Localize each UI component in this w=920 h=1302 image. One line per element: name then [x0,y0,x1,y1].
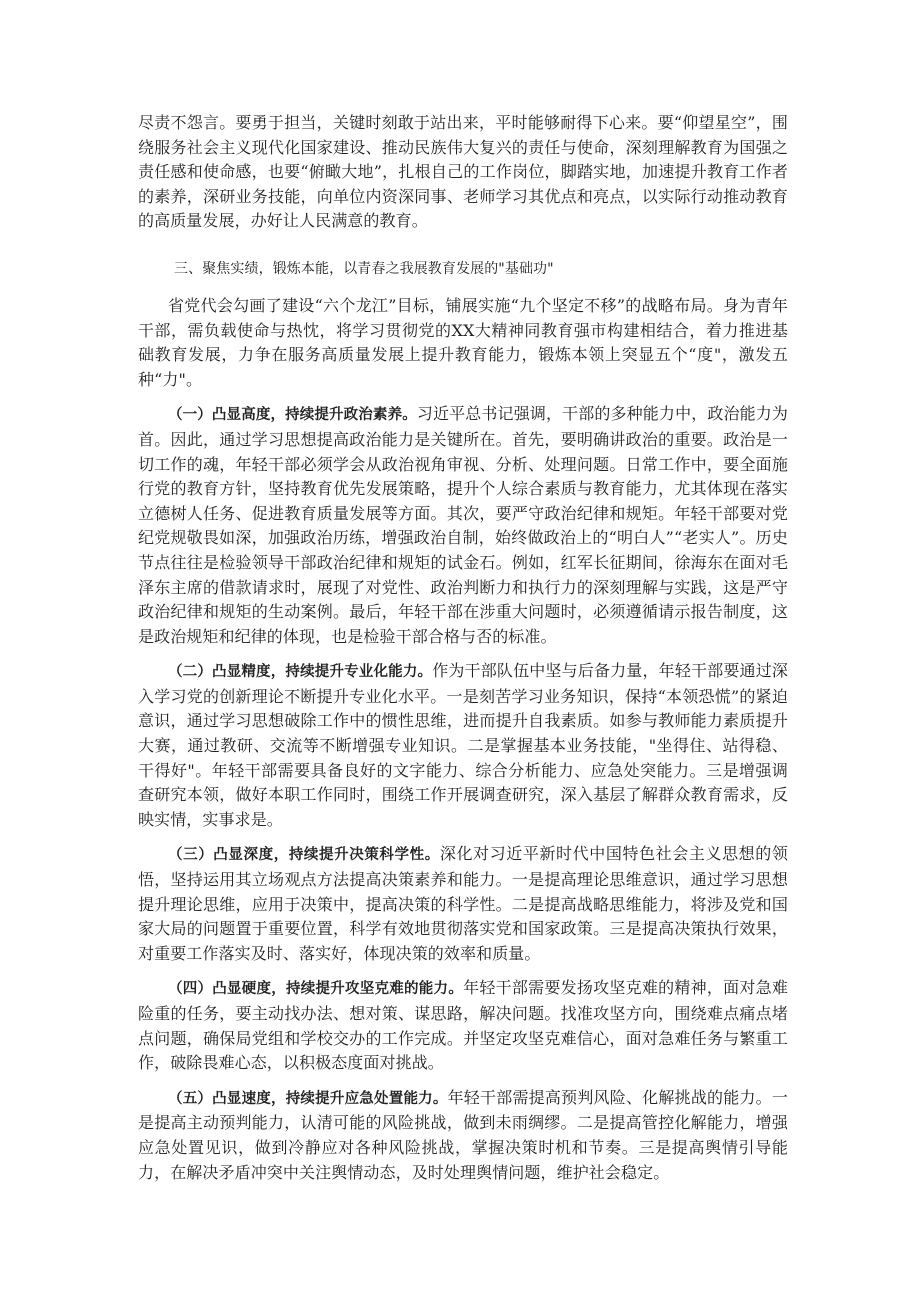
item-lead-5: （五）凸显速度，持续提升应急处置能力。 [168,1090,448,1107]
item-body-1: 习近平总书记强调，干部的多种能力中，政治能力为首。因此，通过学习思想提高政治能力是关键所在。首先，要明确讲政治的重要。政治是一切工作的魂，年轻干部必须学会从政治视角审视、分析、处理问题。日常工作中，要全面施行党的教育方针，坚持教育优先发展策略，提升个人综合素质与教育能力，尤其体现在落实立德树人任务、促进教育质量发展等方面。其次，要严守政治纪律和规矩。年轻干部要对党纪党规敬畏如深，加强政治历练，增强政治自制，始终做政治上的“明白人”“老实人”。历史节点往往是检验领导干部政治纪律和规矩的试金石。例如，红军长征期间，徐海东在面对毛泽东主席的借款请求时，展现了对党性、政治判断力和执行力的深刻理解与实践，这是严守政治纪律和规矩的生动案例。最后，年轻干部在涉重大问题时，必须遵循请示报告制度，这是政治规矩和纪律的体现，也是检验干部合格与否的标准。 [138,404,788,646]
item-body-4: 年轻干部需要发扬攻坚克难的精神，面对急难险重的任务，要主动找办法、想对策、谋思路，解决问题。找准攻坚方向，围绕难点痛点堵点问题，确保局党组和学校交办的工作完成。并坚定攻坚克难信心，面对急难任务与繁重工作，破除畏难心态，以积极态度面对挑战。 [138,978,788,1073]
item-body-3: 深化对习近平新时代中国特色社会主义思想的领悟，坚持运用其立场观点方法提高决策素养和能力。一是提高理论思维意识，通过学习思想提升理论思维，应用于决策中，提高决策的科学性。二是提高战略思维能力，将涉及党和国家大局的问题置于重要位置，科学有效地贯彻落实党和国家政策。三是提高决策执行效果，对重要工作落实及时、落实好，体现决策的效率和质量。 [138,844,788,963]
item-lead-1: （一）凸显高度，持续提升政治素养。 [168,407,417,424]
item-lead-3: （三）凸显深度，持续提升决策科学性。 [168,847,440,864]
item-paragraph-1 [138,402,788,649]
item-paragraph-4 [138,976,788,1075]
section-heading: 三、聚焦实绩，锻炼本能，以青春之我展教育发展的"基础功" [174,260,554,277]
section-intro-paragraph: 省党代会勾画了建设“六个龙江”目标，铺展实施“九个坚定不移”的战略布局。身为青年干部，需负载使命与热忱，将学习贯彻党的XX大精神同教育强市构建相结合，着力推进基础教育发展，力争在服务高质量发展上提升教育能力，锻炼本领上突显五个“度"，激发五种“力"。 [138,295,788,389]
item-lead-2: （二）凸显精度，持续提升专业化能力。 [168,664,433,681]
item-paragraph-3 [138,842,788,966]
document-body [138,111,788,1195]
item-lead-4: （四）凸显硬度，持续提升攻坚克难的能力。 [168,981,464,998]
item-paragraph-2 [138,659,788,832]
item-body-5: 年轻干部需提高预判风险、化解挑战的能力。一是提高主动预判能力，认清可能的风险挑战，做到未雨绸缪。二是提高管控化解能力，增强应急处置见识，做到冷静应对各种风险挑战，掌握决策时机和节奏。三是提高舆情引导能力，在解决矛盾冲突中关注舆情动态，及时处理舆情问题，维护社会稳定。 [138,1087,788,1182]
item-paragraph-5 [138,1086,788,1185]
item-body-2: 作为干部队伍中坚与后备力量，年轻干部要通过深入学习党的创新理论不断提升专业化水平。一是刻苦学习业务知识，保持“本领恐慌”的紧迫意识，通过学习思想破除工作中的惯性思维，进而提升自我素质。如参与教师能力素质提升大赛，通过教研、交流等不断增强专业知识。二是掌握基本业务技能，"坐得住、站得稳、干得好"。年轻干部需要具备良好的文字能力、综合分析能力、应急处突能力。三是增强调查研究本领，做好本职工作同时，围绕工作开展调查研究，深入基层了解群众教育需求，反映实情，实事求是。 [138,661,788,829]
intro-paragraph: 尽责不怨言。要勇于担当，关键时刻敢于站出来，平时能够耐得下心来。要“仰望星空”，围绕服务社会主义现代化国家建设、推动民族伟大复兴的责任与使命，深刻理解教育为国强之责任感和使命感，也要“俯瞰大地”，扎根自己的工作岗位，脚踏实地，加速提升教育工作者的素养，深研业务技能，向单位内资深同事、老师学习其优点和亮点，以实际行动推动教育的高质量发展，办好让人民满意的教育。 [138,113,788,231]
